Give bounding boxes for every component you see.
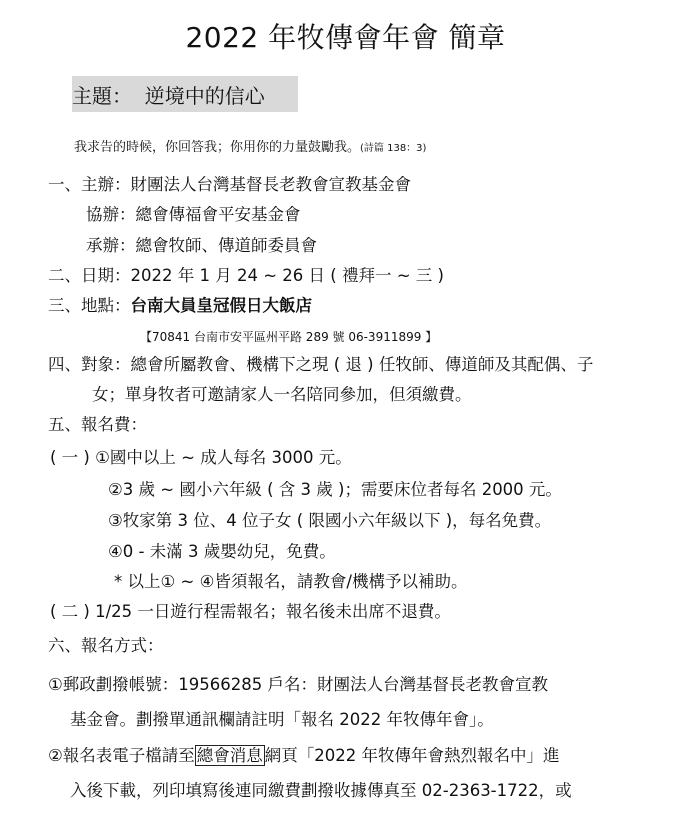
fee-heading: 五、報名費： bbox=[48, 415, 147, 434]
venue-label: 三、地點： bbox=[48, 296, 131, 315]
method-1-line-2: 基金會。劃撥單通訊欄請註明「報名 2022 年牧傳年會」。 bbox=[70, 710, 494, 729]
venue-line bbox=[48, 295, 312, 317]
method-2-line-1 bbox=[48, 745, 560, 767]
organizer-line: 一、主辦：財團法人台灣基督長老教會宣教基金會 bbox=[48, 175, 411, 194]
fee-note: * 以上① ~ ④皆須報名，請教會/機構予以補助。 bbox=[114, 572, 468, 591]
executor-line: 承辦：總會牧師、傳道師委員會 bbox=[86, 236, 317, 255]
venue-name: 台南大員皇冠假日大飯店 bbox=[130, 296, 312, 315]
method-2-line-2: 入後下載，列印填寫後連同繳費劃撥收據傳真至 02-2363-1722，或 bbox=[70, 781, 572, 800]
verse-reference: (詩篇 138：3) bbox=[360, 143, 427, 154]
method-2-suffix: 網頁「2022 年牧傳年會熱烈報名中」進 bbox=[264, 746, 560, 765]
method-1-line-1: ①郵政劃撥帳號：19566285 戶名：財團法人台灣基督長老教會宣教 bbox=[48, 675, 549, 694]
theme-banner: 主題： 逆境中的信心 bbox=[72, 76, 298, 112]
scripture-verse bbox=[74, 136, 426, 155]
fee-item-3: ③牧家第 3 位、4 位子女 ( 限國小六年級以下 )，每名免費。 bbox=[108, 511, 552, 530]
verse-text: 我求告的時候，你回答我；你用你的力量鼓勵我。 bbox=[74, 140, 361, 155]
method-heading: 六、報名方式： bbox=[48, 636, 164, 655]
co-organizer-line: 協辦：總會傳福會平安基金會 bbox=[86, 205, 301, 224]
fee-item-2: ②3 歲 ~ 國小六年級 ( 含 3 歲 )；需要床位者每名 2000 元。 bbox=[108, 480, 562, 499]
venue-address: 【70841 台南市安平區州平路 289 號 06-3911899 】 bbox=[140, 330, 438, 344]
fee-item-5: ( 二 ) 1/25 一日遊行程需報名；報名後未出席不退費。 bbox=[50, 602, 451, 621]
fee-item-4: ④0 - 未滿 3 歲嬰幼兒，免費。 bbox=[108, 542, 336, 561]
target-line-1: 四、對象：總會所屬教會、機構下之現 ( 退 ) 任牧師、傳道師及其配偶、子 bbox=[48, 355, 594, 374]
fee-item-1: ( 一 ) ①國中以上 ~ 成人每名 3000 元。 bbox=[50, 448, 352, 467]
target-line-2: 女；單身牧者可邀請家人一名陪同參加，但須繳費。 bbox=[92, 385, 472, 404]
method-2-prefix: ②報名表電子檔請至 bbox=[48, 746, 195, 765]
document-title: 2022 年牧傳會年會 簡章 bbox=[185, 21, 506, 54]
date-line: 二、日期：2022 年 1 月 24 ~ 26 日 ( 禮拜一 ~ 三 ) bbox=[48, 266, 444, 285]
news-page-link: 總會消息 bbox=[196, 746, 263, 765]
